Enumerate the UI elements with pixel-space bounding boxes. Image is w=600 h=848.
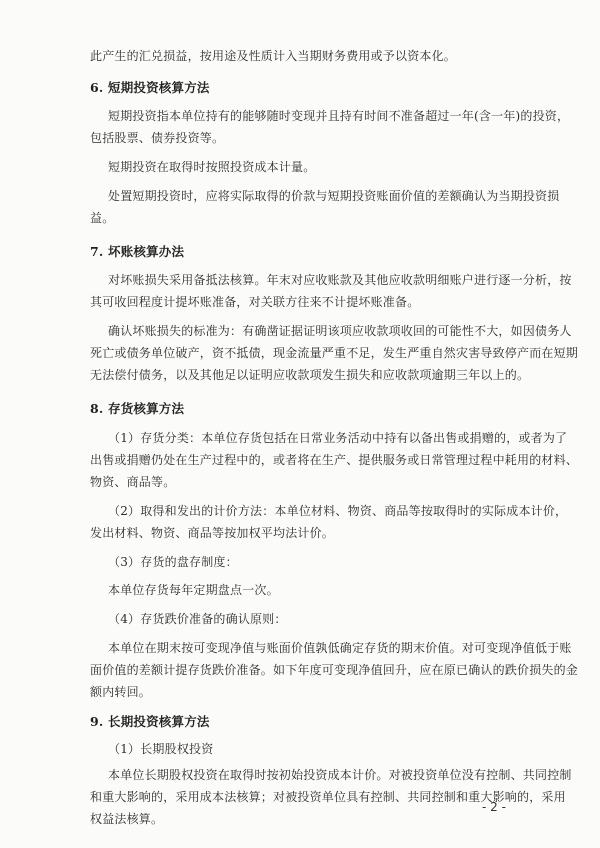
paragraph-line: 本单位长期股权投资在取得时按初始投资成本计价。对被投资单位没有控制、共同控制	[108, 768, 572, 782]
paragraph-line: 面价值的差额计提存货跌价准备。如下年度可变现净值回升，应在原已确认的跌价损失的金	[90, 663, 579, 677]
paragraph-line: 权益法核算。	[90, 812, 164, 826]
paragraph-line: 益。	[90, 211, 115, 225]
paragraph-line: 确认坏账损失的标准为：有确凿证据证明该项应收款项收回的可能性不大，如因债务人	[108, 324, 572, 338]
paragraph-line: （4）存货跌价准备的确认原则：	[108, 612, 287, 626]
paragraph-line: （3）存货的盘存制度：	[108, 555, 238, 569]
section-heading-short-term-investment: 6. 短期投资核算方法	[90, 80, 210, 95]
paragraph-line: 和重大影响的，采用成本法核算；对被投资单位具有控制、共同控制和重大影响的，采用	[90, 790, 566, 804]
paragraph-line: 本单位在期末按可变现净值与账面价值孰低确定存货的期末价值。对可变现净值低于账	[108, 641, 572, 655]
paragraph-line: 处置短期投资时，应将实际取得的价款与短期投资账面价值的差额确认为当期投资损	[108, 189, 560, 203]
section-heading-inventory: 8. 存货核算方法	[90, 401, 185, 416]
paragraph-line: 本单位存货每年定期盘点一次。	[108, 583, 279, 597]
paragraph-line: 死亡或债务单位破产，资不抵债，现金流量严重不足，发生严重自然灾害导致停产而在短期	[90, 346, 579, 360]
paragraph-line: （1）长期股权投资	[108, 742, 214, 756]
paragraph-line: 发出材料、物资、商品等按加权平均法计价。	[90, 526, 335, 540]
paragraph-line: 无法偿付债务，以及其他足以证明应收款项发生损失和应收款项逾期三年以上的。	[90, 368, 530, 382]
section-heading-bad-debt: 7. 坏账核算办法	[90, 244, 185, 259]
paragraph-line: 对坏账损失采用备抵法核算。年末对应收账款及其他应收款明细账户进行逐一分析，按	[108, 273, 572, 287]
paragraph-line: （2）取得和发出的计价方法：本单位材料、物资、商品等按取得时的实际成本计价，	[108, 504, 568, 518]
paragraph-line: 包括股票、债券投资等。	[90, 131, 225, 145]
section-heading-long-term-investment: 9. 长期投资核算方法	[90, 714, 210, 729]
paragraph-line: 短期投资在取得时按照投资成本计量。	[108, 160, 316, 174]
paragraph-line: 此产生的汇兑损益，按用途及性质计入当期财务费用或予以资本化。	[90, 49, 457, 63]
paragraph-line: 物资、商品等。	[90, 475, 176, 489]
paragraph-line: 出售或捐赠仍处在生产过程中的，或者将在生产、提供服务或日常管理过程中耗用的材料、	[90, 453, 579, 467]
page-number: - 2 -	[482, 800, 506, 814]
paragraph-line: （1）存货分类：本单位存货包括在日常业务活动中持有以备出售或捐赠的，或者为了	[108, 431, 568, 445]
paragraph-line: 额内转回。	[90, 685, 152, 699]
paragraph-line: 短期投资指本单位持有的能够随时变现并且持有时间不准备超过一年(含一年)的投资，	[108, 109, 570, 123]
paragraph-line: 其可收回程度计提坏账准备，对关联方往来不计提坏账准备。	[90, 295, 420, 309]
